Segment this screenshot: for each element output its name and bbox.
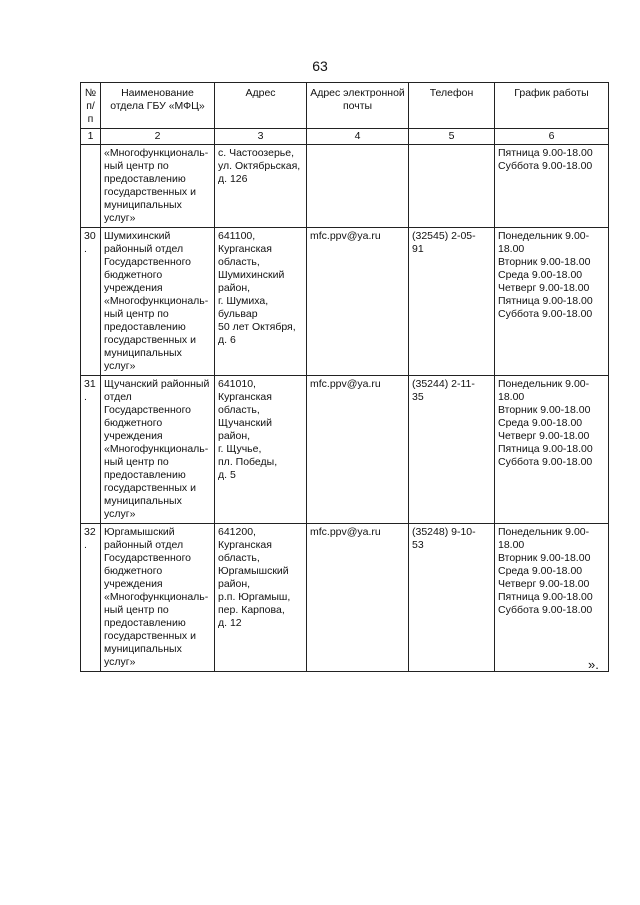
header-schedule: График работы	[495, 83, 609, 129]
column-number: 2	[101, 129, 215, 145]
table-row	[81, 228, 609, 376]
row-phone: (35244) 2-11- 35	[409, 376, 495, 524]
header-address: Адрес	[215, 83, 307, 129]
row-schedule: Понедельник 9.00- 18.00 Вторник 9.00-18.00 Среда 9.00-18.00 Четверг 9.00-18.00 Пятница 9.00-18.00 Суббота 9.00-18.00	[495, 228, 609, 376]
row-schedule: Понедельник 9.00- 18.00 Вторник 9.00-18.00 Среда 9.00-18.00 Четверг 9.00-18.00 Пятница 9.00-18.00 Суббота 9.00-18.00	[495, 376, 609, 524]
row-phone	[409, 145, 495, 228]
row-name: «Многофункциональ- ный центр по предоставлению государственных и муниципальных услуг»	[101, 145, 215, 228]
header-email: Адрес электронной почты	[307, 83, 409, 129]
column-number: 1	[81, 129, 101, 145]
row-address: 641010, Курганская область, Щучанский район, г. Щучье, пл. Победы, д. 5	[215, 376, 307, 524]
row-num: 32.	[81, 524, 101, 672]
row-num	[81, 145, 101, 228]
row-phone: (35248) 9-10- 53	[409, 524, 495, 672]
row-address: с. Частоозерье, ул. Октябрьская, д. 126	[215, 145, 307, 228]
column-number: 5	[409, 129, 495, 145]
header-num: № п/п	[81, 83, 101, 129]
row-email: mfc.ppv@ya.ru	[307, 376, 409, 524]
column-number: 4	[307, 129, 409, 145]
row-phone: (32545) 2-05- 91	[409, 228, 495, 376]
mfc-offices-table	[80, 82, 609, 672]
header-phone: Телефон	[409, 83, 495, 129]
table-row	[81, 145, 609, 228]
table-row	[81, 376, 609, 524]
column-number: 3	[215, 129, 307, 145]
column-numbers-row	[81, 129, 609, 145]
page-number: 63	[312, 58, 328, 74]
row-num: 30.	[81, 228, 101, 376]
closing-quote-mark: ».	[588, 657, 599, 672]
row-schedule: Пятница 9.00-18.00 Суббота 9.00-18.00	[495, 145, 609, 228]
row-schedule: Понедельник 9.00- 18.00 Вторник 9.00-18.00 Среда 9.00-18.00 Четверг 9.00-18.00 Пятница 9.00-18.00 Суббота 9.00-18.00	[495, 524, 609, 672]
row-address: 641100, Курганская область, Шумихинский район, г. Шумиха, бульвар 50 лет Октября, д. 6	[215, 228, 307, 376]
row-name: Юргамышский районный отдел Государственного бюджетного учреждения «Многофункциональ- ный центр по предоставлению государственных и муниципальных услуг»	[101, 524, 215, 672]
row-name: Щучанский районный отдел Государственного бюджетного учреждения «Многофункциональ- ный центр по предоставлению государственных и муниципальных услуг»	[101, 376, 215, 524]
row-address: 641200, Курганская область, Юргамышский район, р.п. Юргамыш, пер. Карпова, д. 12	[215, 524, 307, 672]
row-num: 31.	[81, 376, 101, 524]
header-row	[81, 83, 609, 129]
row-email: mfc.ppv@ya.ru	[307, 228, 409, 376]
table-row	[81, 524, 609, 672]
row-name: Шумихинский районный отдел Государственного бюджетного учреждения «Многофункциональ- ный центр по предоставлению государственных и муниципальных услуг»	[101, 228, 215, 376]
header-name: Наименование отдела ГБУ «МФЦ»	[101, 83, 215, 129]
column-number: 6	[495, 129, 609, 145]
row-email	[307, 145, 409, 228]
row-email: mfc.ppv@ya.ru	[307, 524, 409, 672]
